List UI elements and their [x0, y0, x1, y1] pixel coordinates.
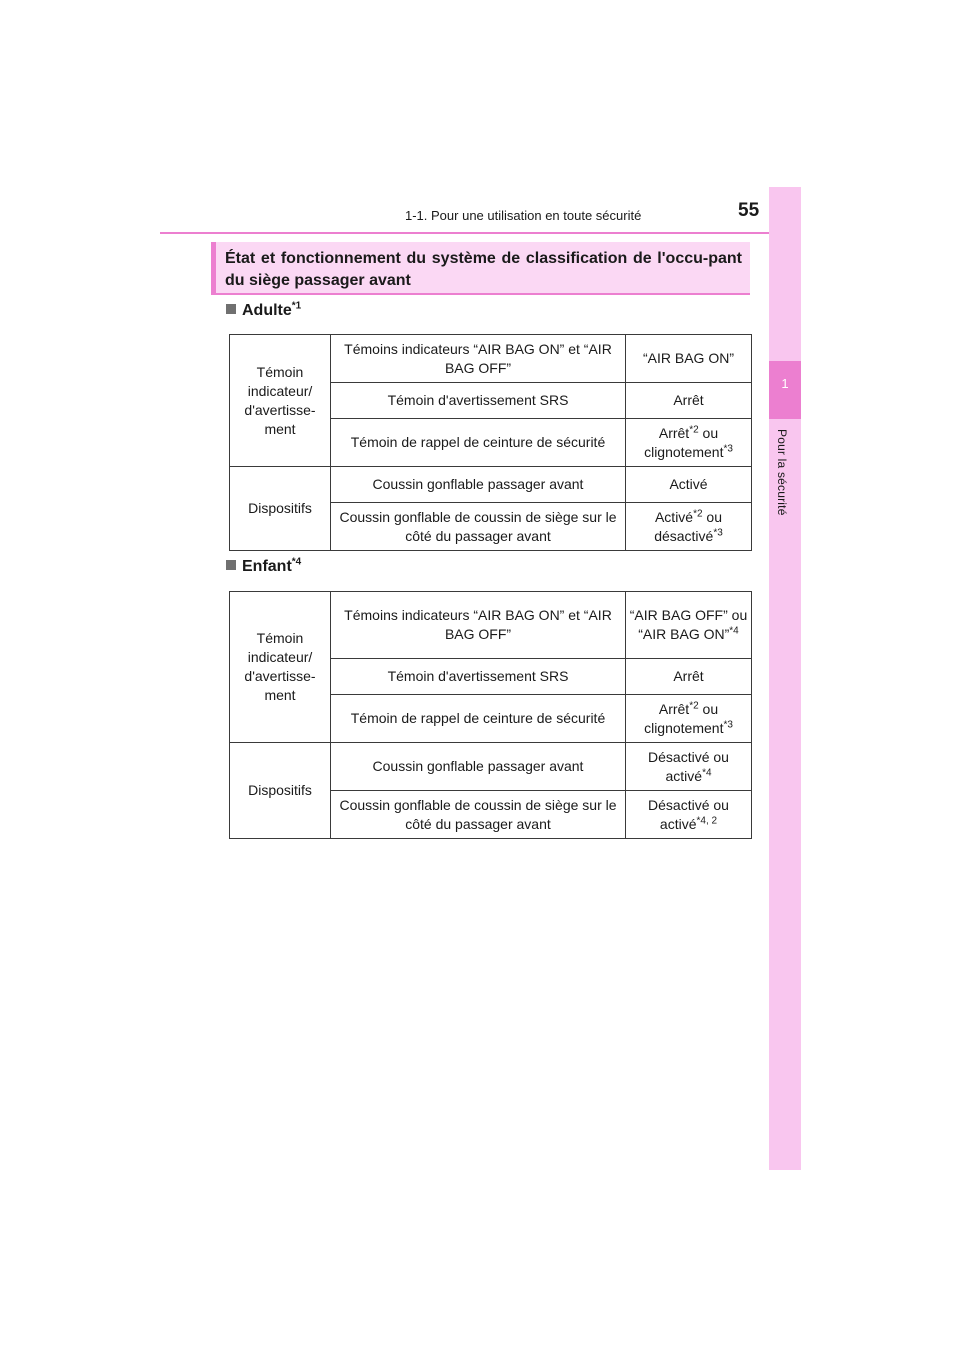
section-title: État et fonctionnement du système de classification de l'occu-pant du siège passager avant [225, 250, 742, 289]
adult-table [229, 334, 752, 551]
row-value: Arrêt [626, 383, 752, 419]
page-number: 55 [738, 200, 760, 221]
row-value: Activé$^{*2}$ ou désactivé$^{*3}$ [626, 503, 752, 551]
subheading-child: Enfant$^{*4}$ [226, 558, 301, 576]
row-value: Désactivé ou activé$^{*4}$ [626, 743, 752, 791]
row-item: Coussin gonflable de coussin de siège sur le côté du passager avant [331, 503, 626, 551]
group-label-indicators: Témoin indicateur/ d'avertisse- ment [230, 335, 331, 467]
row-value: Arrêt$^{*2}$ ou clignotement$^{*3}$ [626, 419, 752, 467]
row-value: Désactivé ou activé$^{*4, 2}$ [626, 791, 752, 839]
row-item: Témoins indicateurs “AIR BAG ON” et “AIR BAG OFF” [331, 335, 626, 383]
row-item: Coussin gonflable de coussin de siège sur le côté du passager avant [331, 791, 626, 839]
group-label-indicators: Témoin indicateur/ d'avertisse- ment [230, 592, 331, 743]
side-tab [769, 187, 801, 1170]
row-item: Témoin d'avertissement SRS [331, 659, 626, 695]
table-row [230, 592, 752, 659]
row-value: “AIR BAG OFF” ou “AIR BAG ON”$^{*4}$ [626, 592, 752, 659]
table-row [230, 467, 752, 503]
row-value: “AIR BAG ON” [626, 335, 752, 383]
child-table [229, 591, 752, 839]
group-label-devices: Dispositifs [230, 467, 331, 551]
group-label-devices: Dispositifs [230, 743, 331, 839]
header-rule [160, 232, 800, 234]
row-item: Témoins indicateurs “AIR BAG ON” et “AIR BAG OFF” [331, 592, 626, 659]
running-header: 1-1. Pour une utilisation en toute sécurité [405, 208, 642, 223]
row-value: Activé [626, 467, 752, 503]
row-value: Arrêt [626, 659, 752, 695]
subheading-adult: Adulte$^{*1}$ [226, 302, 301, 320]
square-bullet-icon [226, 560, 236, 570]
table-row [230, 743, 752, 791]
side-tab-number: 1 [781, 376, 789, 391]
section-heading-box [211, 242, 750, 295]
row-item: Coussin gonflable passager avant [331, 467, 626, 503]
row-value: Arrêt$^{*2}$ ou clignotement$^{*3}$ [626, 695, 752, 743]
table-row [230, 335, 752, 383]
row-item: Témoin de rappel de ceinture de sécurité [331, 695, 626, 743]
side-tab-label: Pour la sécurité [775, 429, 789, 516]
square-bullet-icon [226, 304, 236, 314]
row-item: Témoin de rappel de ceinture de sécurité [331, 419, 626, 467]
row-item: Coussin gonflable passager avant [331, 743, 626, 791]
row-item: Témoin d'avertissement SRS [331, 383, 626, 419]
